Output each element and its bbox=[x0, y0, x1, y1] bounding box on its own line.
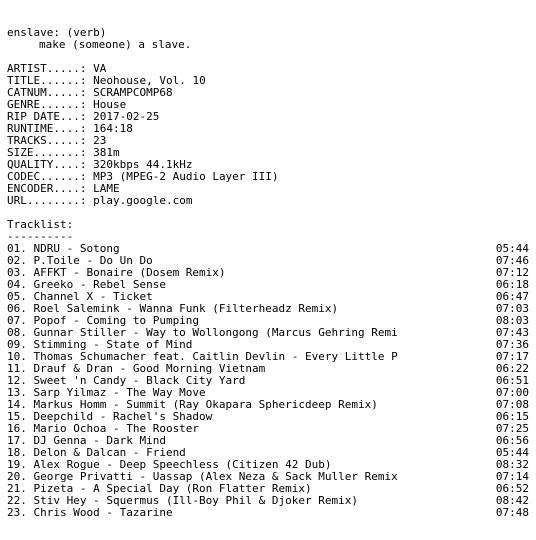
track-duration: 06:22 bbox=[495, 362, 529, 375]
release-nfo-document bbox=[7, 27, 529, 519]
tracklist bbox=[7, 243, 529, 519]
track-title: 20. George Privatti - Uassap (Alex Neza & Sack Muller Remix bbox=[7, 471, 398, 483]
track-row bbox=[7, 399, 529, 411]
track-duration: 07:08 bbox=[495, 398, 529, 411]
track-row bbox=[7, 303, 529, 315]
info-row bbox=[7, 183, 529, 195]
definition-headword: enslave: (verb) bbox=[7, 27, 107, 39]
track-title: 11. Drauf & Dran - Good Morning Vietnam bbox=[7, 363, 266, 375]
track-row bbox=[7, 411, 529, 423]
track-title: 07. Popof - Coming to Pumping bbox=[7, 315, 200, 327]
info-value: House bbox=[93, 99, 127, 111]
track-row bbox=[7, 459, 529, 471]
track-title: 12. Sweet 'n Candy - Black City Yard bbox=[7, 375, 246, 387]
info-value: 23 bbox=[93, 135, 107, 147]
info-key: RIP DATE...: bbox=[7, 111, 87, 123]
info-value: LAME bbox=[93, 183, 120, 195]
info-value: VA bbox=[93, 63, 107, 75]
track-row bbox=[7, 471, 529, 483]
track-title: 16. Mario Ochoa - The Rooster bbox=[7, 423, 200, 435]
info-key: URL........: bbox=[7, 195, 87, 207]
track-title: 01. NDRU - Sotong bbox=[7, 243, 120, 255]
track-title: 06. Roel Salemink - Wanna Funk (Filterheadz Remix) bbox=[7, 303, 339, 315]
definition-meaning: make (someone) a slave. bbox=[39, 39, 192, 51]
track-title: 08. Gunnar Stiller - Way to Wollongong (Marcus Gehring Remi bbox=[7, 327, 398, 339]
track-row bbox=[7, 315, 529, 327]
track-title: 17. DJ Genna - Dark Mind bbox=[7, 435, 166, 447]
spacer bbox=[7, 51, 529, 63]
track-duration: 06:52 bbox=[495, 482, 529, 495]
info-row bbox=[7, 135, 529, 147]
track-row bbox=[7, 495, 529, 507]
track-row bbox=[7, 327, 529, 339]
info-row bbox=[7, 147, 529, 159]
track-duration: 07:48 bbox=[495, 506, 529, 519]
track-title: 10. Thomas Schumacher feat. Caitlin Devlin - Every Little P bbox=[7, 351, 398, 363]
info-row bbox=[7, 111, 529, 123]
track-row bbox=[7, 423, 529, 435]
tracklist-heading: Tracklist: bbox=[7, 219, 74, 231]
track-title: 13. Sarp Yilmaz - The Way Move bbox=[7, 387, 206, 399]
track-row bbox=[7, 339, 529, 351]
info-key: TRACKS.....: bbox=[7, 135, 87, 147]
track-row bbox=[7, 483, 529, 495]
track-duration: 06:18 bbox=[495, 278, 529, 291]
info-key: QUALITY....: bbox=[7, 159, 87, 171]
info-key: SIZE.......: bbox=[7, 147, 87, 159]
info-row bbox=[7, 99, 529, 111]
info-key: ENCODER....: bbox=[7, 183, 87, 195]
track-duration: 05:44 bbox=[495, 242, 529, 255]
track-row bbox=[7, 447, 529, 459]
track-row bbox=[7, 387, 529, 399]
info-row bbox=[7, 123, 529, 135]
info-value: SCRAMPCOMP68 bbox=[93, 87, 173, 99]
info-row bbox=[7, 195, 529, 207]
track-row bbox=[7, 267, 529, 279]
track-row bbox=[7, 243, 529, 255]
track-duration: 06:47 bbox=[495, 290, 529, 303]
info-key: GENRE......: bbox=[7, 99, 87, 111]
track-row bbox=[7, 375, 529, 387]
track-duration: 06:56 bbox=[495, 434, 529, 447]
track-duration: 06:15 bbox=[495, 410, 529, 423]
info-row bbox=[7, 171, 529, 183]
info-value: 381m bbox=[93, 147, 120, 159]
info-value: Neohouse, Vol. 10 bbox=[93, 75, 206, 87]
track-duration: 07:17 bbox=[495, 350, 529, 363]
info-key: TITLE......: bbox=[7, 75, 87, 87]
track-row bbox=[7, 255, 529, 267]
info-key: RUNTIME....: bbox=[7, 123, 87, 135]
info-row bbox=[7, 75, 529, 87]
track-row bbox=[7, 351, 529, 363]
track-title: 22. Stiv Hey - Squermus (Ill-Boy Phil & Djoker Remix) bbox=[7, 495, 358, 507]
info-key: CATNUM.....: bbox=[7, 87, 87, 99]
info-value: 320kbps 44.1kHz bbox=[93, 159, 193, 171]
track-title: 15. Deepchild - Rachel's Shadow bbox=[7, 411, 213, 423]
track-duration: 07:14 bbox=[495, 470, 529, 483]
track-duration: 06:51 bbox=[495, 374, 529, 387]
info-key: CODEC......: bbox=[7, 171, 87, 183]
track-title: 23. Chris Wood - Tazarine bbox=[7, 507, 173, 519]
track-duration: 07:03 bbox=[495, 302, 529, 315]
track-row bbox=[7, 435, 529, 447]
info-row bbox=[7, 159, 529, 171]
track-duration: 08:42 bbox=[495, 494, 529, 507]
track-row bbox=[7, 363, 529, 375]
release-info bbox=[7, 63, 529, 207]
track-duration: 07:12 bbox=[495, 266, 529, 279]
track-row bbox=[7, 507, 529, 519]
track-duration: 07:25 bbox=[495, 422, 529, 435]
track-title: 21. Pizeta - A Special Day (Ron Flatter Remix) bbox=[7, 483, 312, 495]
info-row bbox=[7, 87, 529, 99]
track-title: 09. Stimming - State of Mind bbox=[7, 339, 193, 351]
track-row bbox=[7, 279, 529, 291]
spacer bbox=[7, 207, 529, 219]
track-duration: 07:00 bbox=[495, 386, 529, 399]
track-title: 18. Delon & Dalcan - Friend bbox=[7, 447, 186, 459]
info-value: MP3 (MPEG-2 Audio Layer III) bbox=[93, 171, 279, 183]
track-duration: 08:32 bbox=[495, 458, 529, 471]
track-title: 03. AFFKT - Bonaire (Dosem Remix) bbox=[7, 267, 226, 279]
tracklist-rule: ---------- bbox=[7, 231, 74, 243]
track-duration: 07:46 bbox=[495, 254, 529, 267]
info-row bbox=[7, 63, 529, 75]
track-title: 02. P.Toile - Do Un Do bbox=[7, 255, 153, 267]
info-value: play.google.com bbox=[93, 195, 193, 207]
track-duration: 07:43 bbox=[495, 326, 529, 339]
track-title: 14. Markus Homm - Summit (Ray Okapara Sphericdeep Remix) bbox=[7, 399, 378, 411]
track-title: 05. Channel X - Ticket bbox=[7, 291, 153, 303]
track-duration: 05:44 bbox=[495, 446, 529, 459]
info-key: ARTIST.....: bbox=[7, 63, 87, 75]
track-duration: 07:36 bbox=[495, 338, 529, 351]
track-duration: 08:03 bbox=[495, 314, 529, 327]
info-value: 164:18 bbox=[93, 123, 133, 135]
info-value: 2017-02-25 bbox=[93, 111, 160, 123]
track-row bbox=[7, 291, 529, 303]
track-title: 04. Greeko - Rebel Sense bbox=[7, 279, 166, 291]
track-title: 19. Alex Rogue - Deep Speechless (Citizen 42 Dub) bbox=[7, 459, 332, 471]
